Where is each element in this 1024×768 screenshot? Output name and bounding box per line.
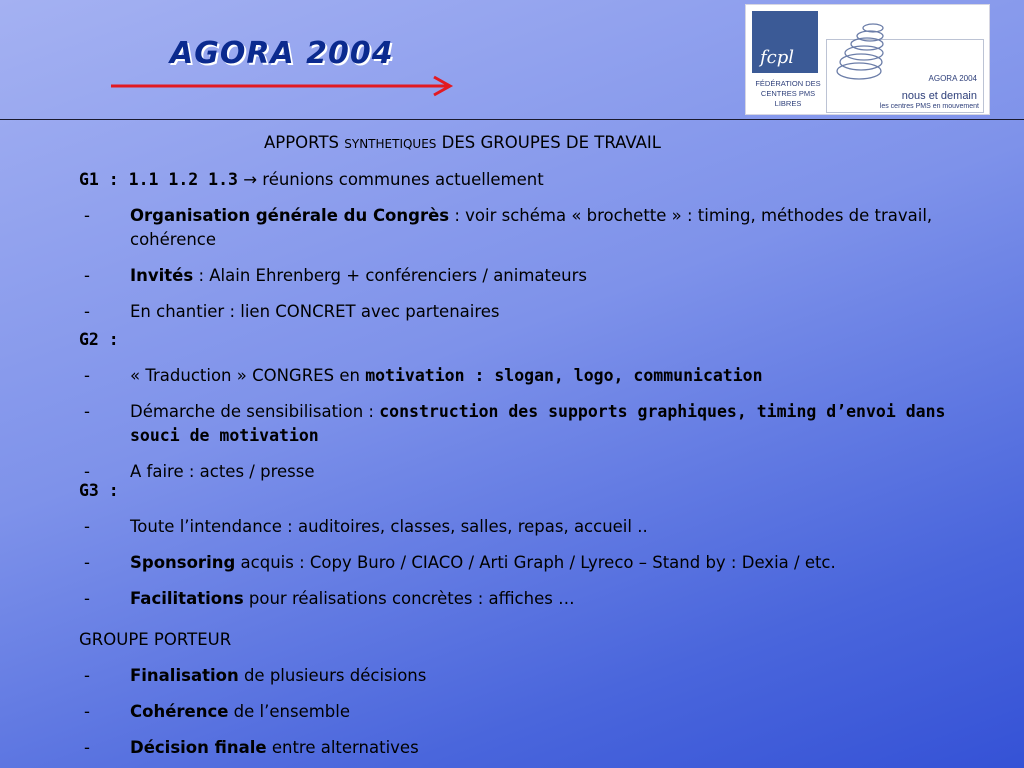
logo-subtagline: les centres PMS en mouvement xyxy=(879,103,979,110)
heading-part-2: SYNTHETIQUES xyxy=(344,137,437,151)
logo-tagline: nous et demain xyxy=(901,90,977,102)
list-item-body: : Alain Ehrenberg + conférenciers / animateurs xyxy=(193,266,587,285)
list-dash: - xyxy=(84,517,90,536)
list-item-body: de l’ensemble xyxy=(228,702,351,721)
fcpl-logo xyxy=(750,9,825,109)
list-item-body: « Traduction » CONGRES en xyxy=(130,366,366,385)
list-dash: - xyxy=(84,266,90,285)
list-dash: - xyxy=(84,702,90,721)
list-item-text xyxy=(130,300,500,324)
header-divider xyxy=(0,119,1024,120)
list-dash: - xyxy=(84,589,90,608)
list-item-body: Démarche de sensibilisation : xyxy=(130,402,380,421)
list-dash: - xyxy=(84,462,90,481)
list-item-bold: construction des supports graphiques, timing d’envoi dans souci de motivation xyxy=(130,402,946,445)
heading-part-3: DES GROUPES DE TRAVAIL xyxy=(436,133,661,152)
list-item-text xyxy=(130,700,350,724)
agora-logo xyxy=(826,39,984,113)
porteur-label xyxy=(79,628,231,652)
red-arrow-icon xyxy=(108,74,458,98)
g1-label: G1 : 1.1 1.2 1.3 xyxy=(79,170,238,189)
list-item-text xyxy=(130,587,575,611)
list-item-bold: Organisation générale du Congrès xyxy=(130,206,450,225)
g1-summary: réunions communes actuellement xyxy=(262,170,544,189)
g2-label-text: G2 : xyxy=(79,330,119,349)
list-item-text xyxy=(130,736,419,760)
list-item-body: : voir schéma « brochette » : timing, méthodes de travail, cohérence xyxy=(130,206,933,249)
g3-label-text: G3 : xyxy=(79,481,119,500)
list-item-text xyxy=(130,664,426,688)
list-dash: - xyxy=(84,738,90,757)
g3-label xyxy=(79,479,119,503)
list-item-text xyxy=(130,551,836,575)
list-item-bold: Facilitations xyxy=(130,589,244,608)
arrow-right-icon: → xyxy=(237,170,263,189)
logo-agora-label: AGORA 2004 xyxy=(928,74,977,83)
slide-title: AGORA 2004 xyxy=(170,36,394,71)
logo-caption xyxy=(750,79,826,109)
logo-caption-line-2: CENTRES PMS LIBRES xyxy=(760,89,816,108)
section-heading xyxy=(264,133,661,152)
logo-mark: fcpl xyxy=(760,47,795,68)
g1-label-line xyxy=(79,168,544,192)
spiral-icon xyxy=(833,10,913,80)
logo-banner xyxy=(745,4,990,115)
porteur-label-text: GROUPE PORTEUR xyxy=(79,630,232,649)
list-item-text xyxy=(130,460,315,484)
list-item-body: Toute l’intendance : auditoires, classes, salles, repas, accueil .. xyxy=(130,517,648,536)
list-item-bold: motivation : slogan, logo, communication xyxy=(365,366,763,385)
list-dash: - xyxy=(84,553,90,572)
list-dash: - xyxy=(84,402,90,421)
heading-part-1: APPORTS xyxy=(264,133,345,152)
list-item-text xyxy=(130,364,763,388)
list-item-body: entre alternatives xyxy=(266,738,419,757)
list-item-body: acquis : Copy Buro / CIACO / Arti Graph / Lyreco – Stand by : Dexia / etc. xyxy=(235,553,836,572)
list-dash: - xyxy=(84,206,90,225)
list-item-bold: Finalisation xyxy=(130,666,239,685)
g2-label xyxy=(79,328,119,352)
list-item-bold: Décision finale xyxy=(130,738,267,757)
list-item-body: de plusieurs décisions xyxy=(238,666,427,685)
list-item-body: En chantier : lien CONCRET avec partenaires xyxy=(130,302,500,321)
list-item-body: A faire : actes / presse xyxy=(130,462,315,481)
list-dash: - xyxy=(84,302,90,321)
list-item-bold: Sponsoring xyxy=(130,553,236,572)
list-dash: - xyxy=(84,366,90,385)
list-item-text xyxy=(130,204,960,252)
list-item-body: pour réalisations concrètes : affiches … xyxy=(243,589,575,608)
list-item-text xyxy=(130,264,587,288)
list-dash: - xyxy=(84,666,90,685)
list-item-bold: Invités xyxy=(130,266,194,285)
logo-caption-line-1: FÉDÉRATION DES xyxy=(755,79,821,88)
list-item-text xyxy=(130,515,648,539)
list-item-bold: Cohérence xyxy=(130,702,229,721)
list-item-text xyxy=(130,400,960,448)
